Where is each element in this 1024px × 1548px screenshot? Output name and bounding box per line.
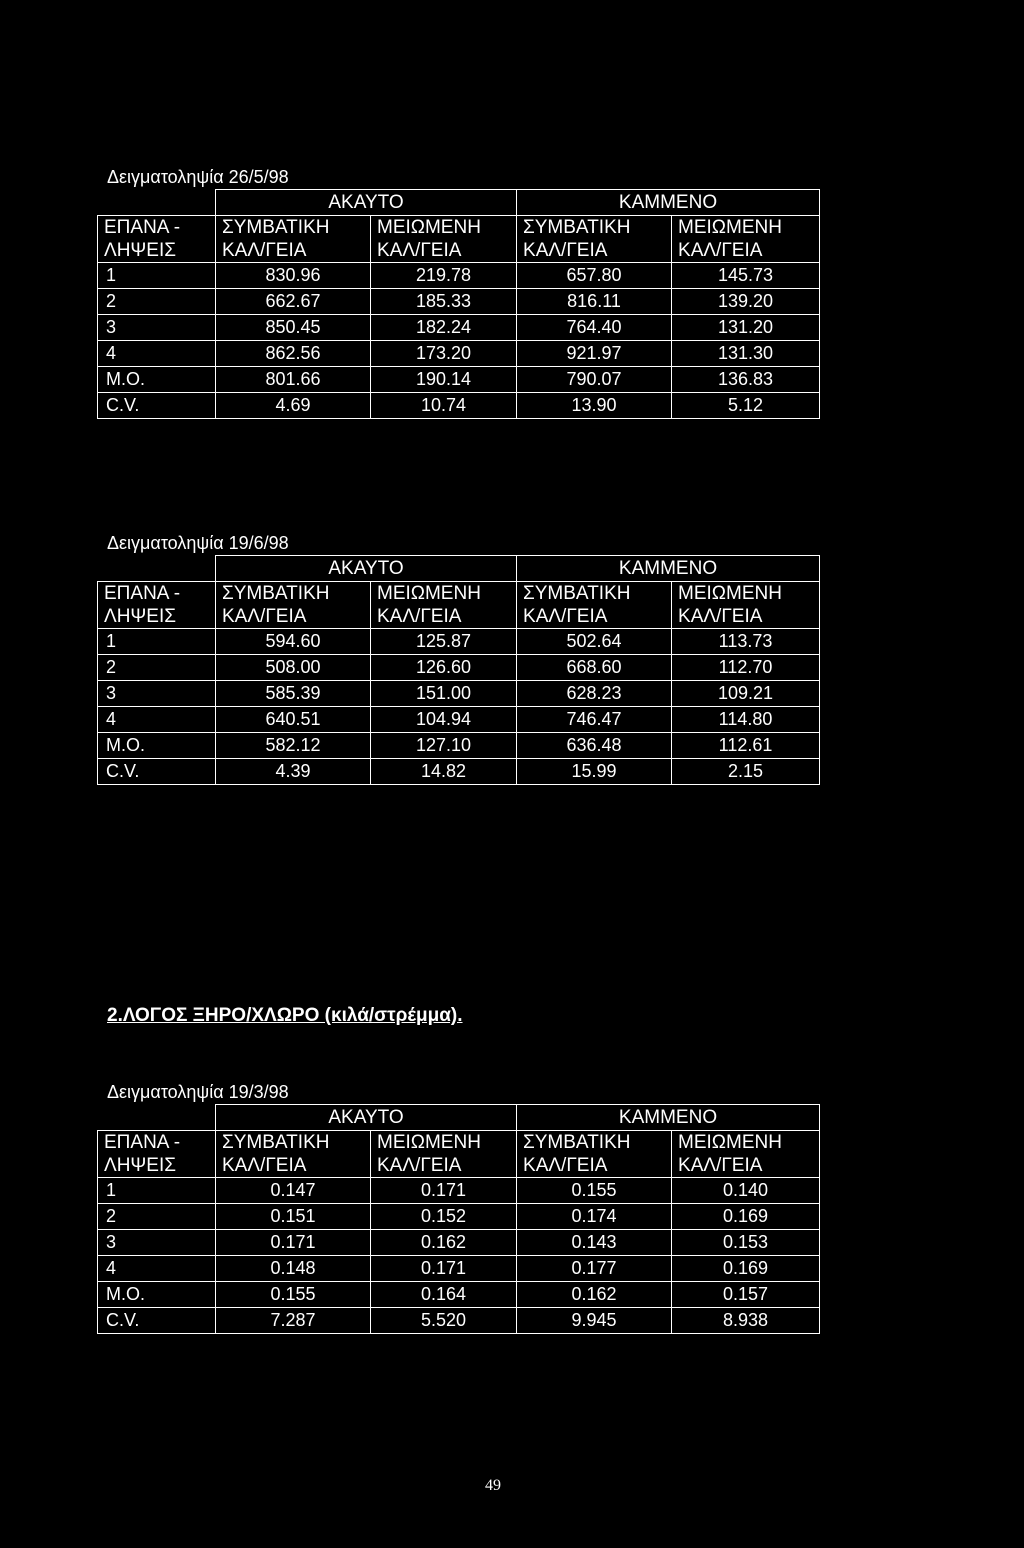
column-header-row: [98, 216, 820, 263]
table-row: [98, 289, 820, 315]
table-cell: 109.21: [672, 681, 820, 707]
table-cell: 5.12: [672, 393, 820, 419]
results-table: [97, 1104, 820, 1334]
table-cell: 830.96: [216, 263, 371, 289]
column-header-reduced: ΜΕΙΩΜΕΝΗ ΚΑΛ/ΓΕΙΑ: [672, 582, 820, 629]
group-header-row: [98, 556, 820, 582]
table-cell: 0.143: [517, 1230, 672, 1256]
group-header-kammeno: ΚΑΜΜΕΝΟ: [517, 556, 820, 582]
table-cell: 0.157: [672, 1282, 820, 1308]
column-header-conventional: ΣΥΜΒΑΤΙΚΗ ΚΑΛ/ΓΕΙΑ: [216, 1131, 371, 1178]
table-cell: 0.164: [371, 1282, 517, 1308]
table-cell: 145.73: [672, 263, 820, 289]
row-label: Μ.Ο.: [98, 1282, 216, 1308]
table-cell: 7.287: [216, 1308, 371, 1334]
row-label: C.V.: [98, 759, 216, 785]
table-row-mean: [98, 1282, 820, 1308]
table-cell: 127.10: [371, 733, 517, 759]
table-cell: 112.70: [672, 655, 820, 681]
table-row-mean: [98, 367, 820, 393]
table-row: [98, 655, 820, 681]
group-header-kammeno: ΚΑΜΜΕΝΟ: [517, 190, 820, 216]
table-cell: 0.162: [517, 1282, 672, 1308]
column-header-conventional: ΣΥΜΒΑΤΙΚΗ ΚΑΛ/ΓΕΙΑ: [517, 216, 672, 263]
table-cell: 508.00: [216, 655, 371, 681]
table-cell: 0.174: [517, 1204, 672, 1230]
table-row: [98, 315, 820, 341]
row-label: 1: [98, 629, 216, 655]
table-row: [98, 707, 820, 733]
table-cell: 139.20: [672, 289, 820, 315]
table-row: [98, 341, 820, 367]
column-header-reduced: ΜΕΙΩΜΕΝΗ ΚΑΛ/ΓΕΙΑ: [672, 1131, 820, 1178]
table-row: [98, 681, 820, 707]
column-header-row: [98, 1131, 820, 1178]
table-cell: 9.945: [517, 1308, 672, 1334]
sample-block-1: [97, 165, 819, 419]
row-label: C.V.: [98, 1308, 216, 1334]
table-cell: 0.171: [371, 1178, 517, 1204]
table-cell: 0.152: [371, 1204, 517, 1230]
table-cell: 582.12: [216, 733, 371, 759]
table-row-cv: [98, 759, 820, 785]
table-cell: 921.97: [517, 341, 672, 367]
row-label: C.V.: [98, 393, 216, 419]
sample-title: Δειγματοληψία 26/5/98: [107, 167, 289, 187]
table-cell: 10.74: [371, 393, 517, 419]
table-cell: 0.162: [371, 1230, 517, 1256]
table-cell: 640.51: [216, 707, 371, 733]
table-cell: 131.30: [672, 341, 820, 367]
group-header-row: [98, 190, 820, 216]
table-row: [98, 1230, 820, 1256]
column-header-conventional: ΣΥΜΒΑΤΙΚΗ ΚΑΛ/ΓΕΙΑ: [216, 582, 371, 629]
table-cell: 114.80: [672, 707, 820, 733]
table-cell: 219.78: [371, 263, 517, 289]
row-label: 4: [98, 1256, 216, 1282]
row-label: 3: [98, 315, 216, 341]
group-header-akayto: ΑΚΑΥΤΟ: [216, 190, 517, 216]
group-header-akayto: ΑΚΑΥΤΟ: [216, 556, 517, 582]
column-header-reduced: ΜΕΙΩΜΕΝΗ ΚΑΛ/ΓΕΙΑ: [371, 216, 517, 263]
table-cell: 131.20: [672, 315, 820, 341]
table-cell: 746.47: [517, 707, 672, 733]
table-cell: 662.67: [216, 289, 371, 315]
table-cell: 0.171: [371, 1256, 517, 1282]
row-label: 2: [98, 655, 216, 681]
table-cell: 801.66: [216, 367, 371, 393]
table-cell: 594.60: [216, 629, 371, 655]
table-cell: 112.61: [672, 733, 820, 759]
table-cell: 104.94: [371, 707, 517, 733]
column-header-conventional: ΣΥΜΒΑΤΙΚΗ ΚΑΛ/ΓΕΙΑ: [216, 216, 371, 263]
row-label: 3: [98, 1230, 216, 1256]
table-cell: 850.45: [216, 315, 371, 341]
table-cell: 816.11: [517, 289, 672, 315]
table-cell: 0.151: [216, 1204, 371, 1230]
row-label: 4: [98, 341, 216, 367]
table-cell: 126.60: [371, 655, 517, 681]
row-label-header: ΕΠΑΝΑ - ΛΗΨΕΙΣ: [98, 582, 216, 629]
table-row: [98, 629, 820, 655]
row-label: 4: [98, 707, 216, 733]
table-row: [98, 1256, 820, 1282]
table-cell: 0.155: [517, 1178, 672, 1204]
table-cell: 8.938: [672, 1308, 820, 1334]
table-cell: 764.40: [517, 315, 672, 341]
table-row-cv: [98, 393, 820, 419]
table-cell: 0.147: [216, 1178, 371, 1204]
table-cell: 0.153: [672, 1230, 820, 1256]
column-header-conventional: ΣΥΜΒΑΤΙΚΗ ΚΑΛ/ΓΕΙΑ: [517, 1131, 672, 1178]
table-cell: 15.99: [517, 759, 672, 785]
row-label: Μ.Ο.: [98, 367, 216, 393]
table-cell: 0.148: [216, 1256, 371, 1282]
table-cell: 0.155: [216, 1282, 371, 1308]
table-cell: 182.24: [371, 315, 517, 341]
table-row: [98, 1178, 820, 1204]
results-table: [97, 555, 820, 785]
row-label: 2: [98, 1204, 216, 1230]
table-cell: 173.20: [371, 341, 517, 367]
table-cell: 4.39: [216, 759, 371, 785]
group-header-kammeno: ΚΑΜΜΕΝΟ: [517, 1105, 820, 1131]
table-cell: 502.64: [517, 629, 672, 655]
table-cell: 5.520: [371, 1308, 517, 1334]
column-header-reduced: ΜΕΙΩΜΕΝΗ ΚΑΛ/ΓΕΙΑ: [371, 582, 517, 629]
table-cell: 13.90: [517, 393, 672, 419]
section-heading: 2.ΛΟΓΟΣ ΞΗΡΟ/ΧΛΩΡΟ (κιλά/στρέμμα).: [107, 1005, 463, 1026]
table-cell: 628.23: [517, 681, 672, 707]
table-cell: 0.169: [672, 1204, 820, 1230]
sample-block-3: [97, 1080, 819, 1334]
table-row-cv: [98, 1308, 820, 1334]
table-cell: 0.169: [672, 1256, 820, 1282]
table-cell: 136.83: [672, 367, 820, 393]
row-label: Μ.Ο.: [98, 733, 216, 759]
table-cell: 657.80: [517, 263, 672, 289]
table-cell: 0.171: [216, 1230, 371, 1256]
table-cell: 185.33: [371, 289, 517, 315]
table-cell: 862.56: [216, 341, 371, 367]
table-cell: 636.48: [517, 733, 672, 759]
row-label: 1: [98, 263, 216, 289]
row-label: 2: [98, 289, 216, 315]
column-header-reduced: ΜΕΙΩΜΕΝΗ ΚΑΛ/ΓΕΙΑ: [371, 1131, 517, 1178]
group-header-akayto: ΑΚΑΥΤΟ: [216, 1105, 517, 1131]
table-row: [98, 263, 820, 289]
sample-title: Δειγματοληψία 19/3/98: [107, 1082, 289, 1102]
table-row-mean: [98, 733, 820, 759]
column-header-reduced: ΜΕΙΩΜΕΝΗ ΚΑΛ/ΓΕΙΑ: [672, 216, 820, 263]
corner-cell: [98, 1105, 216, 1131]
corner-cell: [98, 190, 216, 216]
table-cell: 151.00: [371, 681, 517, 707]
column-header-conventional: ΣΥΜΒΑΤΙΚΗ ΚΑΛ/ΓΕΙΑ: [517, 582, 672, 629]
table-cell: 0.140: [672, 1178, 820, 1204]
sample-block-2: [97, 531, 819, 785]
table-cell: 4.69: [216, 393, 371, 419]
table-cell: 2.15: [672, 759, 820, 785]
table-row: [98, 1204, 820, 1230]
table-cell: 585.39: [216, 681, 371, 707]
row-label-header: ΕΠΑΝΑ - ΛΗΨΕΙΣ: [98, 1131, 216, 1178]
row-label: 1: [98, 1178, 216, 1204]
table-cell: 0.177: [517, 1256, 672, 1282]
table-cell: 125.87: [371, 629, 517, 655]
table-cell: 190.14: [371, 367, 517, 393]
table-cell: 668.60: [517, 655, 672, 681]
group-header-row: [98, 1105, 820, 1131]
row-label-header: ΕΠΑΝΑ - ΛΗΨΕΙΣ: [98, 216, 216, 263]
results-table: [97, 189, 820, 419]
row-label: 3: [98, 681, 216, 707]
column-header-row: [98, 582, 820, 629]
table-cell: 113.73: [672, 629, 820, 655]
sample-title: Δειγματοληψία 19/6/98: [107, 533, 289, 553]
corner-cell: [98, 556, 216, 582]
page-number: 49: [485, 1477, 501, 1494]
table-cell: 14.82: [371, 759, 517, 785]
table-cell: 790.07: [517, 367, 672, 393]
